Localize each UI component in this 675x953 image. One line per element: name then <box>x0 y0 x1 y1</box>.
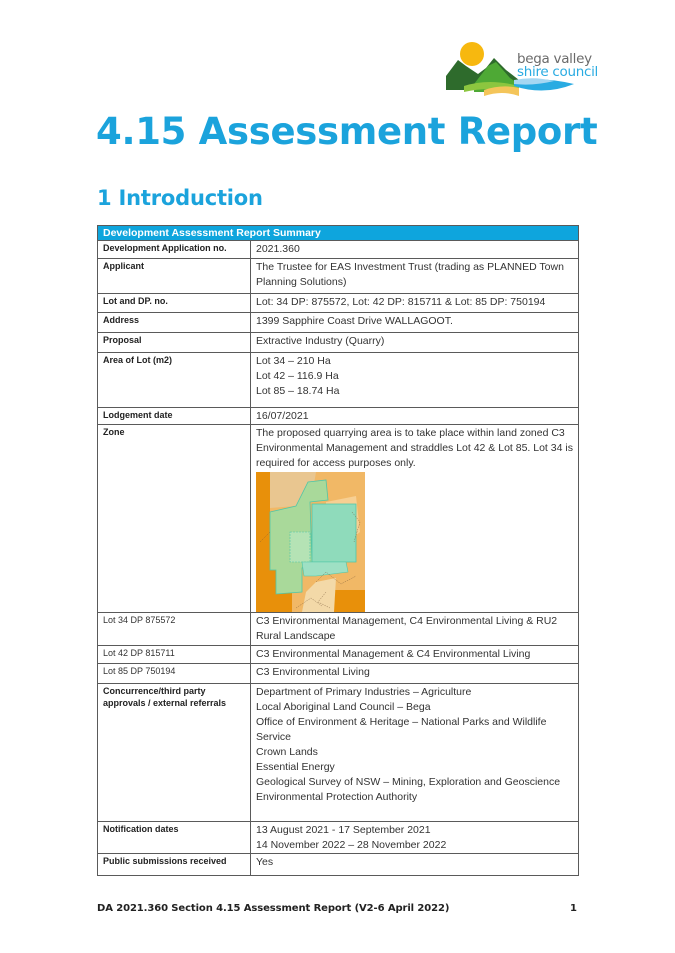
table-header-row <box>98 226 579 241</box>
document-title: 4.15 Assessment Report <box>96 110 598 153</box>
row-value: 16/07/2021 <box>251 408 579 425</box>
table-row <box>98 646 579 664</box>
row-label: Public submissions received <box>98 854 251 876</box>
area-line: Lot 85 – 18.74 Ha <box>256 385 340 397</box>
row-label: Area of Lot (m2) <box>98 353 251 408</box>
summary-table <box>97 225 579 876</box>
referral-item: Geological Survey of NSW – Mining, Exploration and Geoscience <box>256 776 561 788</box>
row-value <box>251 822 579 854</box>
row-label: Applicant <box>98 259 251 294</box>
row-label: Notification dates <box>98 822 251 854</box>
referral-item: Department of Primary Industries – Agriculture <box>256 686 472 698</box>
row-label: Lot 42 DP 815711 <box>98 646 251 664</box>
row-value <box>251 425 579 613</box>
table-row <box>98 822 579 854</box>
referral-item: Office of Environment & Heritage – National Parks and Wildlife Service <box>256 716 547 743</box>
row-value <box>251 353 579 408</box>
row-value: C3 Environmental Living <box>251 664 579 684</box>
table-row <box>98 353 579 408</box>
notification-period: 14 November 2022 – 28 November 2022 <box>256 839 447 851</box>
row-label: Proposal <box>98 333 251 353</box>
row-label: Address <box>98 313 251 333</box>
table-row <box>98 425 579 613</box>
row-label: Lot 85 DP 750194 <box>98 664 251 684</box>
notification-period: 13 August 2021 - 17 September 2021 <box>256 824 431 836</box>
council-logo <box>444 40 624 96</box>
table-row <box>98 294 579 313</box>
row-label: Zone <box>98 425 251 613</box>
referral-item: Environmental Protection Authority <box>256 791 418 803</box>
mountains-sun-icon <box>444 40 519 96</box>
row-label: Concurrence/third party approvals / external referrals <box>98 684 251 822</box>
logo-line1: bega valley <box>517 51 592 67</box>
row-value: C3 Environmental Management, C4 Environmental Living & RU2 Rural Landscape <box>251 613 579 646</box>
table-row <box>98 613 579 646</box>
section-heading: 1 Introduction <box>97 186 263 210</box>
table-row <box>98 333 579 353</box>
page-number: 1 <box>570 903 577 914</box>
row-value: 2021.360 <box>251 241 579 259</box>
table-row <box>98 313 579 333</box>
row-value: 1399 Sapphire Coast Drive WALLAGOOT. <box>251 313 579 333</box>
table-header: Development Assessment Report Summary <box>98 226 579 241</box>
logo-line2: shire council <box>517 64 599 80</box>
row-value: Yes <box>251 854 579 876</box>
row-label: Lot and DP. no. <box>98 294 251 313</box>
referral-item: Crown Lands <box>256 746 318 758</box>
referral-item: Essential Energy <box>256 761 335 773</box>
table-row <box>98 259 579 294</box>
row-label: Lodgement date <box>98 408 251 425</box>
zone-text: The proposed quarrying area is to take place within land zoned C3 Environmental Management and straddles Lot 42 & Lot 85. Lot 34 is required for access purposes only. <box>256 427 573 469</box>
row-label: Development Application no. <box>98 241 251 259</box>
row-label: Lot 34 DP 875572 <box>98 613 251 646</box>
page-footer: DA 2021.360 Section 4.15 Assessment Report (V2-6 April 2022) <box>97 903 450 914</box>
row-value: Lot: 34 DP: 875572, Lot: 42 DP: 815711 & Lot: 85 DP: 750194 <box>251 294 579 313</box>
referral-item: Local Aboriginal Land Council – Bega <box>256 701 431 713</box>
area-line: Lot 42 – 116.9 Ha <box>256 370 339 382</box>
table-row <box>98 664 579 684</box>
table-row <box>98 854 579 876</box>
table-row <box>98 684 579 822</box>
area-line: Lot 34 – 210 Ha <box>256 355 331 367</box>
row-value: C3 Environmental Management & C4 Environmental Living <box>251 646 579 664</box>
table-row <box>98 408 579 425</box>
zoning-map-image <box>256 472 365 612</box>
row-value: Extractive Industry (Quarry) <box>251 333 579 353</box>
table-row <box>98 241 579 259</box>
row-value <box>251 684 579 822</box>
row-value: The Trustee for EAS Investment Trust (trading as PLANNED Town Planning Solutions) <box>251 259 579 294</box>
